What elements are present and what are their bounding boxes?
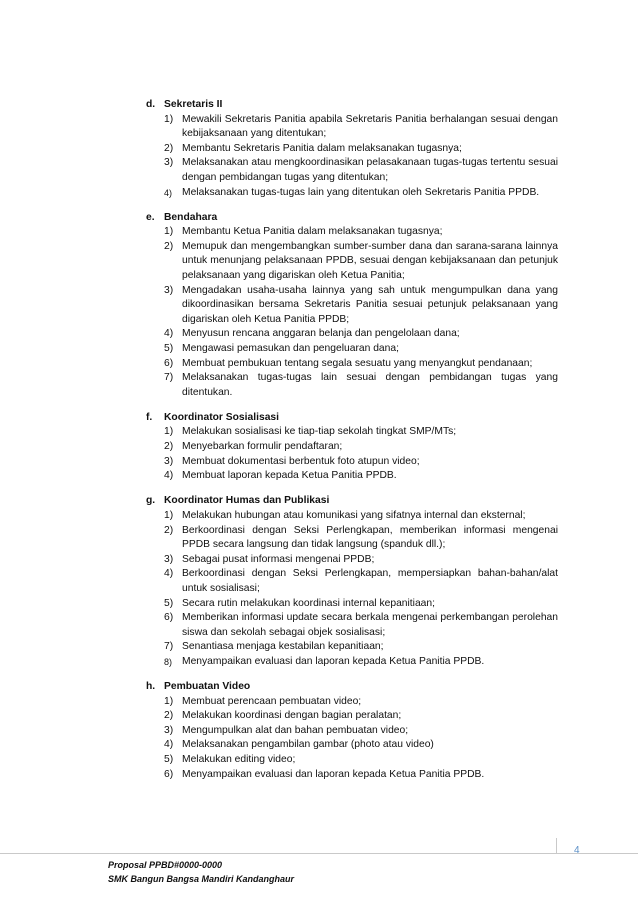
list-item	[164, 371, 558, 400]
list-item-number: 2)	[164, 710, 174, 722]
list-item-text: Membuat dokumentasi berbentuk foto atupun video;	[182, 455, 420, 467]
list-item-number: 4)	[164, 470, 174, 482]
list-item-number: 1)	[164, 226, 174, 238]
list-item	[164, 524, 558, 553]
list-item-text: Melaksanakan atau mengkoordinasikan pelasakanaan tugas-tugas tertentu sesuai dengan pembidangan tugas yang ditentukan;	[182, 157, 558, 183]
section-title: Koordinator Humas dan Publikasi	[164, 495, 330, 507]
section-letter: g.	[146, 495, 156, 507]
section-title: Bendahara	[164, 211, 218, 223]
list-item	[164, 597, 558, 612]
section-bendahara	[146, 211, 558, 401]
footer-divider	[0, 853, 556, 854]
list-item	[164, 469, 558, 484]
list-item-number: 2)	[164, 142, 174, 154]
task-list	[146, 113, 558, 201]
list-item	[164, 455, 558, 470]
list-item-text: Melaksanakan tugas-tugas lain sesuai dengan pembidangan tugas yang ditentukan.	[182, 372, 558, 398]
list-item-number: 6)	[164, 612, 174, 624]
list-item-number: 1)	[164, 426, 174, 438]
list-item-number: 6)	[164, 768, 174, 780]
list-item-text: Memberikan informasi update secara berkala mengenai perkembangan perolehan siswa dan sekolah sebagai objek sosialisasi;	[182, 612, 558, 638]
list-item-text: Melakukan editing video;	[182, 753, 296, 765]
list-item-text: Melaksanakan tugas-tugas lain yang ditentukan oleh Sekretaris Panitia PPDB.	[182, 186, 540, 198]
list-item-number: 4)	[164, 187, 173, 198]
list-item-text: Membuat perencaan pembuatan video;	[182, 695, 362, 707]
section-letter: h.	[146, 680, 156, 692]
list-item-number: 2)	[164, 441, 174, 453]
list-item	[164, 768, 558, 783]
list-item	[164, 113, 558, 142]
task-list	[146, 425, 558, 483]
list-item-text: Melakukan hubungan atau komunikasi yang sifatnya internal dan eksternal;	[182, 509, 526, 521]
page-number-box	[556, 838, 638, 854]
list-item-number: 2)	[164, 240, 174, 252]
list-item-text: Melakukan koordinasi dengan bagian peralatan;	[182, 710, 402, 722]
list-item-number: 2)	[164, 524, 174, 536]
section-koordinator-humas-dan-publikasi	[146, 494, 558, 669]
list-item	[164, 225, 558, 240]
list-item-number: 3)	[164, 455, 174, 467]
list-item-number: 3)	[164, 284, 174, 296]
list-item	[164, 327, 558, 342]
list-item	[164, 753, 558, 768]
section-koordinator-sosialisasi	[146, 411, 558, 484]
list-item-text: Mewakili Sekretaris Panitia apabila Sekretaris Panitia berhalangan sesuai dengan kebijaksanaan yang ditentukan;	[182, 113, 558, 140]
list-item-number: 7)	[164, 641, 174, 653]
list-item	[164, 342, 558, 357]
list-item-number: 7)	[164, 372, 174, 384]
list-item	[164, 655, 558, 670]
list-item	[164, 738, 558, 753]
list-item	[164, 509, 558, 524]
list-item-text: Membuat laporan kepada Ketua Panitia PPDB.	[182, 470, 397, 482]
footer	[108, 858, 294, 886]
list-item	[164, 724, 558, 739]
task-list	[146, 509, 558, 670]
list-item-text: Membuat pembukuan tentang segala sesuatu yang menyangkut pendanaan;	[182, 357, 533, 369]
list-item	[164, 186, 558, 201]
section-heading	[146, 98, 558, 113]
list-item-text: Mengawasi pemasukan dan pengeluaran dana;	[182, 343, 399, 354]
section-letter: d.	[146, 99, 156, 110]
list-item	[164, 611, 558, 640]
task-list	[146, 225, 558, 400]
list-item-number: 5)	[164, 597, 174, 609]
list-item-number: 4)	[164, 328, 174, 340]
list-item-text: Membantu Ketua Panitia dalam melaksanakan tugasnya;	[182, 226, 443, 238]
list-item	[164, 567, 558, 596]
list-item-text: Sebagai pusat informasi mengenai PPDB;	[182, 553, 375, 565]
list-item	[164, 156, 558, 185]
footer-proposal-id: Proposal PPBD#0000-0000	[108, 860, 223, 870]
list-item-number: 3)	[164, 157, 174, 169]
document-body	[146, 98, 558, 782]
section-heading	[146, 211, 558, 226]
list-item	[164, 695, 558, 710]
list-item-number: 8)	[164, 656, 173, 667]
list-item-number: 4)	[164, 739, 174, 751]
section-title: Koordinator Sosialisasi	[164, 411, 280, 423]
section-heading	[146, 411, 558, 426]
list-item	[164, 142, 558, 157]
section-title: Pembuatan Video	[164, 680, 251, 692]
list-item-number: 1)	[164, 509, 174, 521]
list-item-text: Berkoordinasi dengan Seksi Perlengkapan, memberikan informasi mengenai PPDB secara langsung dan tidak langsung (spanduk dll.);	[182, 524, 558, 551]
list-item	[164, 709, 558, 724]
list-item-text: Membantu Sekretaris Panitia dalam melaksanakan tugasnya;	[182, 142, 462, 154]
list-item	[164, 240, 558, 284]
list-item-text: Menyebarkan formulir pendaftaran;	[182, 441, 343, 453]
list-item	[164, 425, 558, 440]
section-letter: f.	[146, 411, 153, 423]
list-item-number: 4)	[164, 568, 174, 580]
list-item-text: Menyusun rencana anggaran belanja dan pengelolaan dana;	[182, 328, 460, 340]
list-item-number: 5)	[164, 753, 174, 765]
list-item-text: Memupuk dan mengembangkan sumber-sumber dana dan sarana-sarana lainnya untuk menunjang pelaksanaan PPDB, sesuai dengan kebijaksanaan dan petunjuk pelaksanaan yang digariskan oleh Ketua Panitia;	[182, 240, 558, 282]
page-number: 4	[574, 845, 580, 856]
list-item	[164, 440, 558, 455]
section-heading	[146, 680, 558, 695]
list-item-text: Melaksanakan pengambilan gambar (photo atau video)	[182, 739, 434, 751]
list-item-number: 1)	[164, 695, 174, 707]
task-list	[146, 695, 558, 783]
section-letter: e.	[146, 211, 155, 223]
list-item	[164, 284, 558, 328]
list-item	[164, 640, 558, 655]
list-item-text: Senantiasa menjaga kestabilan kepanitiaan;	[182, 641, 384, 653]
list-item-number: 3)	[164, 724, 174, 736]
list-item-text: Berkoordinasi dengan Seksi Perlengkapan, mempersiapkan bahan-bahan/alat untuk sosialisasi;	[182, 568, 558, 594]
section-title: Sekretaris II	[164, 99, 223, 110]
list-item-number: 3)	[164, 553, 174, 565]
section-heading	[146, 494, 558, 509]
list-item-text: Mengumpulkan alat dan bahan pembuatan video;	[182, 724, 409, 736]
section-sekretaris-ii	[146, 98, 558, 200]
list-item-text: Menyampaikan evaluasi dan laporan kepada Ketua Panitia PPDB.	[182, 655, 485, 667]
section-pembuatan-video	[146, 680, 558, 782]
footer-school-name: SMK Bangun Bangsa Mandiri Kandanghaur	[108, 874, 295, 884]
list-item-text: Mengadakan usaha-usaha lainnya yang sah untuk mengumpulkan dana yang dikoordinasikan bersama Sekretaris Panitia sesuai petunjuk pelaksanaan yang digariskan oleh Ketua Panitia PPDB;	[182, 284, 558, 325]
list-item-text: Melakukan sosialisasi ke tiap-tiap sekolah tingkat SMP/MTs;	[182, 426, 457, 438]
list-item-number: 6)	[164, 357, 174, 369]
list-item	[164, 357, 558, 372]
list-item-number: 1)	[164, 113, 174, 125]
list-item-text: Menyampaikan evaluasi dan laporan kepada Ketua Panitia PPDB.	[182, 768, 485, 780]
list-item-text: Secara rutin melakukan koordinasi internal kepanitiaan;	[182, 597, 435, 609]
list-item-number: 5)	[164, 343, 174, 354]
list-item	[164, 553, 558, 568]
